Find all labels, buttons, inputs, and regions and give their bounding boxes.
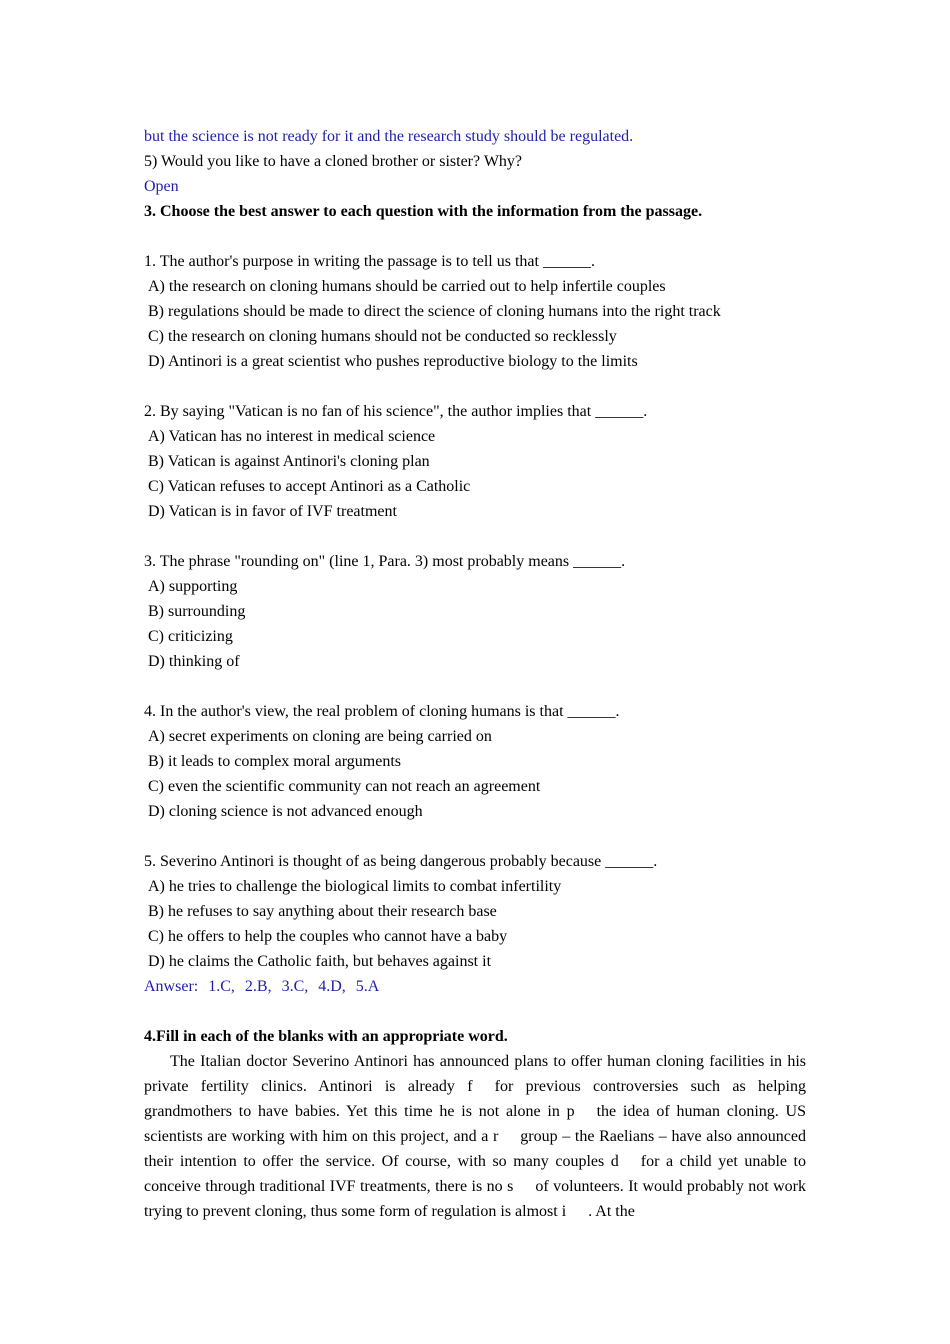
answer-option: D) Vatican is in favor of IVF treatment [148, 503, 397, 520]
passage-segment: group – the Raelians – have also announced their intention to offer the service. Of course, with so many couples d [144, 1128, 806, 1170]
answer-key-item: 4.D, [318, 978, 346, 995]
answer-4-text: but the science is not ready for it and the research study should be regulated. [144, 128, 634, 145]
question-block [144, 399, 806, 524]
answer-option: A) supporting [148, 578, 238, 595]
answer-option: D) he claims the Catholic faith, but behaves against it [148, 953, 492, 970]
passage-segment: of volunteers. It would probably not work trying to prevent cloning, thus some form of regulation is almost i [144, 1178, 807, 1220]
answer-option: B) surrounding [148, 603, 246, 620]
question-block [144, 549, 806, 674]
answer-key-item: 3.C, [281, 978, 309, 995]
answer-option: C) criticizing [148, 628, 233, 645]
answer-option: B) it leads to complex moral arguments [148, 753, 401, 770]
question-block [144, 699, 806, 824]
answer-option: A) the research on cloning humans should be carried out to help infertile couples [148, 278, 666, 295]
cloze-passage [144, 1049, 806, 1224]
answer-option: C) even the scientific community can not reach an agreement [148, 778, 541, 795]
answer-key-item: 1.C, [208, 978, 235, 995]
question-stem: 5. Severino Antinori is thought of as being dangerous probably because ______. [144, 853, 658, 870]
passage-segment: for previous controversies such as helping grandmothers to have babies. Yet this time he is not alone in p [144, 1078, 806, 1120]
answer-key-item: 2.B, [244, 978, 272, 995]
passage-segment: . At the [588, 1203, 635, 1220]
answer-option: A) secret experiments on cloning are being carried on [148, 728, 492, 745]
answer-option: A) he tries to challenge the biological limits to combat infertility [148, 878, 562, 895]
answer-option: C) Vatican refuses to accept Antinori as a Catholic [148, 478, 471, 495]
passage-segment: for a child yet unable to conceive through traditional IVF treatments, there is no s [144, 1153, 807, 1195]
answer-option: A) Vatican has no interest in medical science [148, 428, 436, 445]
answer-key-item: 5.A [355, 978, 380, 995]
answer-5-text: Open [144, 178, 179, 195]
answer-key [144, 974, 806, 999]
section-4-heading: 4.Fill in each of the blanks with an appropriate word. [144, 1028, 508, 1045]
question-stem: 2. By saying "Vatican is no fan of his science", the author implies that ______. [144, 403, 648, 420]
answer-option: B) he refuses to say anything about their research base [148, 903, 497, 920]
passage-segment: the idea of human cloning. US scientists are working with him on this project, and a r [144, 1103, 806, 1145]
answer-key-label: Anwser: [144, 978, 199, 995]
answer-option: D) Antinori is a great scientist who pushes reproductive biology to the limits [148, 353, 638, 370]
question-stem: 1. The author's purpose in writing the passage is to tell us that ______. [144, 253, 595, 270]
answer-option: B) Vatican is against Antinori's cloning plan [148, 453, 430, 470]
question-block [144, 849, 806, 974]
question-block [144, 249, 806, 374]
question-5-text: 5) Would you like to have a cloned brother or sister? Why? [144, 153, 523, 170]
answer-option: C) the research on cloning humans should not be conducted so recklessly [148, 328, 617, 345]
section-3-heading: 3. Choose the best answer to each question with the information from the passage. [144, 203, 703, 220]
passage-segment: The Italian doctor Severino Antinori has announced plans to offer human cloning facilities in his private fertility clinics. Antinori is already f [144, 1053, 806, 1095]
document-page [144, 124, 806, 1224]
question-stem: 3. The phrase "rounding on" (line 1, Para. 3) most probably means ______. [144, 553, 626, 570]
answer-option: B) regulations should be made to direct the science of cloning humans into the right track [148, 303, 721, 320]
question-stem: 4. In the author's view, the real problem of cloning humans is that ______. [144, 703, 620, 720]
answer-option: D) cloning science is not advanced enough [148, 803, 423, 820]
answer-option: C) he offers to help the couples who cannot have a baby [148, 928, 508, 945]
answer-option: D) thinking of [148, 653, 240, 670]
